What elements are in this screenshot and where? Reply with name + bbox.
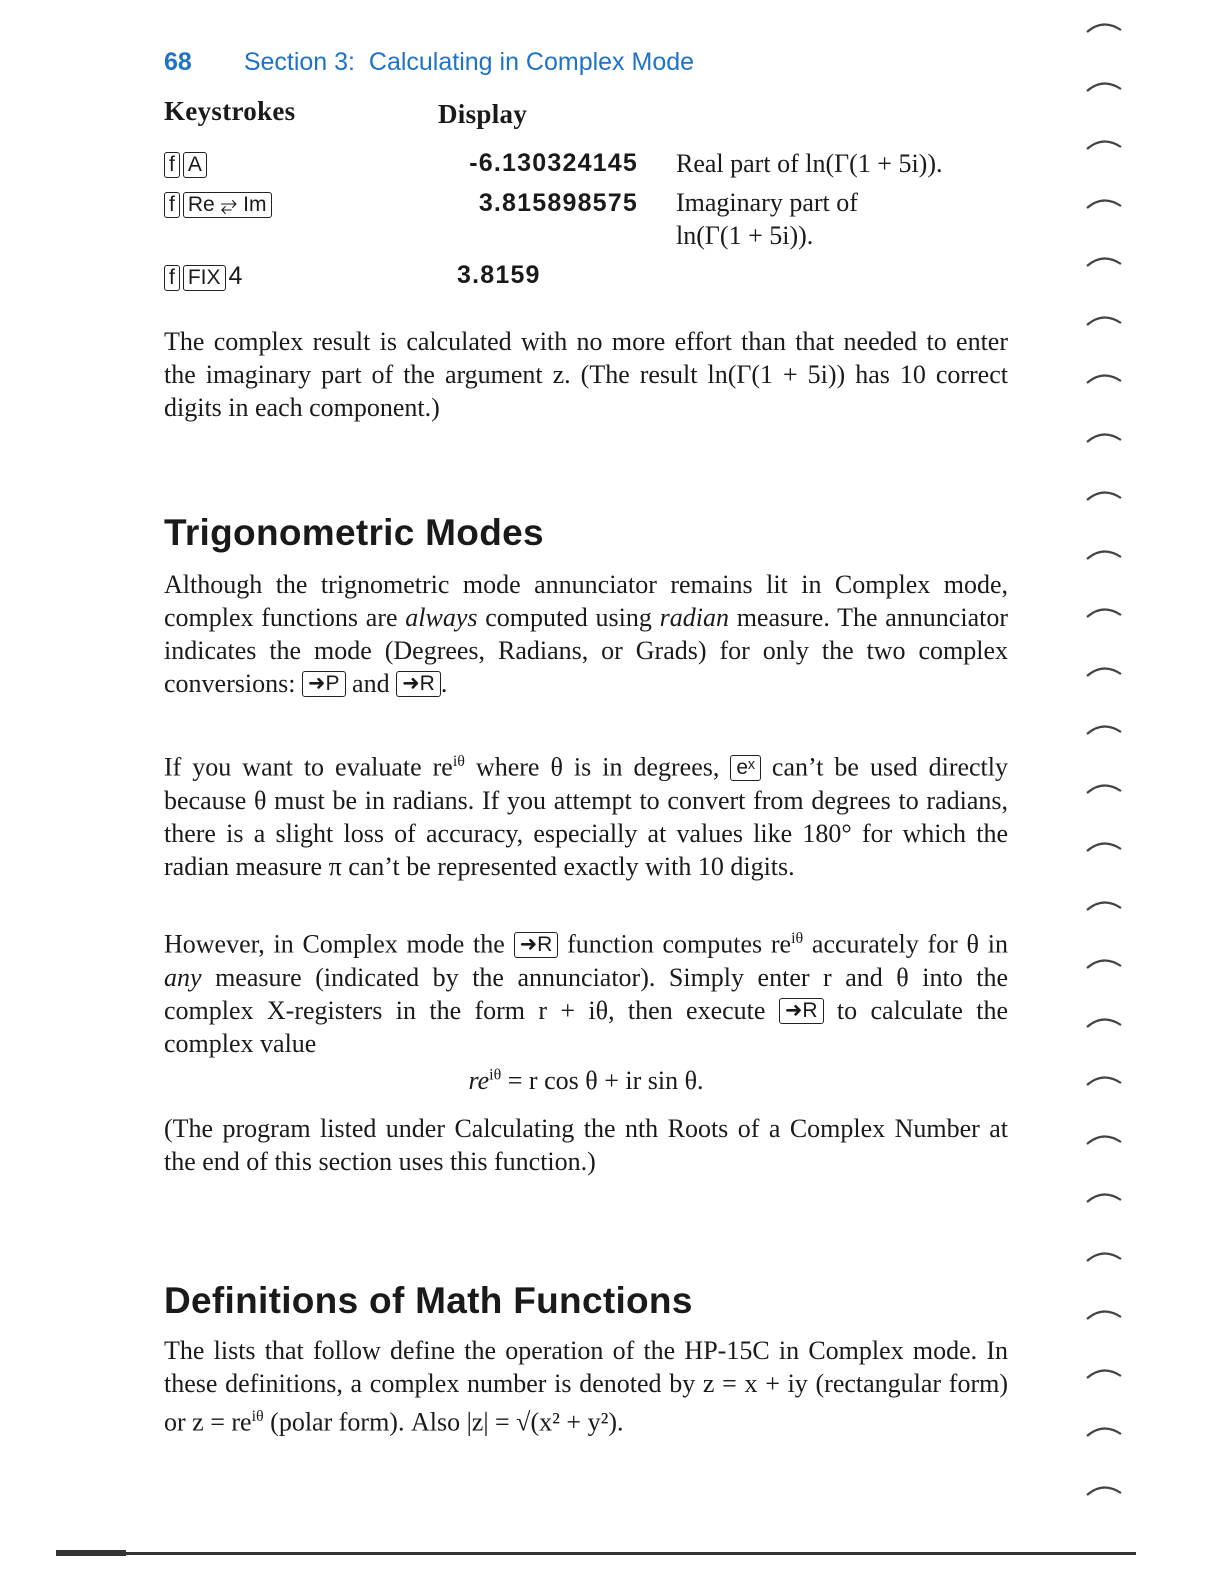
page-number: 68 [164,48,192,76]
display-value: 3.815898575 [478,189,638,217]
binding-mark [1085,543,1125,565]
table-row [164,150,210,178]
binding-mark [1085,835,1125,857]
binding-mark [1085,601,1125,623]
superscript: iθ [791,930,804,947]
to-rect-key: ➜R [396,671,441,697]
binding-mark [1085,309,1125,331]
binding-mark [1085,16,1125,38]
f-key: f [164,192,180,218]
keystrokes-heading: Keystrokes [164,96,296,126]
text-run: If you want to evaluate re [164,752,453,782]
f-key: f [164,265,180,291]
binding-mark [1085,1069,1125,1091]
binding-mark [1085,1186,1125,1208]
defs-paragraph [164,1334,1008,1439]
digit-entry: 4 [228,262,243,290]
re-im-key: Re ⥂ Im [183,192,272,218]
binding-mark [1085,1362,1125,1384]
binding-mark [1085,1245,1125,1267]
text-run: and [345,669,397,698]
binding-mark [1085,426,1125,448]
intro-paragraph [164,325,1008,424]
intro-text: The complex result is calculated with no more effort than that needed to enter the imaginary part of the argument z. (The result ln(Γ(1 + 5i)) has 10 correct digits in each component.) [164,327,1008,422]
text-run: radian [659,603,729,632]
text-run: always [405,603,478,632]
section-title: Section 3: Calculating in Complex Mode [243,48,695,76]
text-run: Although the trignometric mode annunciator remains lit in Complex mode, complex functions are [164,570,1008,632]
fix-key: FIX [183,265,226,291]
binding-mark [1085,75,1125,97]
trig-paragraph-2 [164,745,1008,883]
text-run: to calculate the complex value [164,995,1009,1058]
display-value: 3.8159 [457,261,541,289]
binding-mark [1085,1420,1125,1442]
text-run: can’t be used directly because θ must be in radians. If you attempt to convert from degrees to radians, there is a slight loss of accuracy, especially at values like 180° for which the radian measure π can’t be represented exactly with 10 digits. [164,752,1009,881]
bottom-rule-thick [56,1550,126,1556]
row-description: Real part of ln(Γ(1 + 5i)). [676,149,943,178]
row-description: Imaginary part of ln(Γ(1 + 5i)). [676,188,858,250]
euler-equation [164,1066,1008,1096]
page-header [164,48,694,77]
to-rect-key: ➜R [514,932,559,958]
exp-key: eˣ [730,755,761,781]
text-run: re [468,1066,490,1095]
binding-mark [1085,1303,1125,1325]
f-key: f [164,152,180,178]
text-run: (The program listed under Calculating the nth Roots of a Complex Number at the end of this section uses this function.) [164,1114,1008,1176]
trig-paragraph-4 [164,1112,1008,1178]
binding-mark [1085,777,1125,799]
text-run: The lists that follow define the operation of the HP-15C in Complex mode. In these definitions, a complex number is denoted by z = x + iy (rectangular form) or z = re [164,1336,1008,1437]
display-heading: Display [438,99,528,129]
binding-mark [1085,367,1125,389]
text-run: where θ is in degrees, [464,752,731,782]
binding-mark [1085,718,1125,740]
bottom-rule [56,1552,1136,1555]
binding-mark [1085,250,1125,272]
binding-mark [1085,1011,1125,1033]
display-value: -6.130324145 [469,149,638,177]
text-run: = r cos θ + ir sin θ. [501,1066,704,1095]
table-row [164,262,242,291]
text-run: (polar form). Also |z| = √(x² + y²). [263,1407,624,1437]
table-row [164,190,275,218]
trig-heading: Trigonometric Modes [164,512,544,553]
superscript: iθ [251,1408,264,1425]
text-run: accurately for θ in [803,929,1008,959]
text-run: function computes re [558,929,792,959]
to-rect-key: ➜R [779,998,824,1024]
binding-mark [1085,484,1125,506]
text-run: However, in Complex mode the [164,929,514,959]
defs-heading: Definitions of Math Functions [164,1280,693,1321]
text-run: measure (indicated by the annunciator). Simply enter r and θ into the complex X-registers in the form r + iθ, then execute [164,962,1008,1025]
binding-mark [1085,1128,1125,1150]
text-run: any [164,962,202,992]
binding-mark [1085,192,1125,214]
binding-mark [1085,660,1125,682]
superscript: iθ [489,1066,502,1084]
a-key: A [183,152,207,178]
binding-mark [1085,952,1125,974]
text-run: . [440,669,448,698]
superscript: iθ [452,753,465,770]
to-polar-key: ➜P [302,671,346,697]
text-run: computed using [477,603,660,632]
binding-mark [1085,894,1125,916]
binding-mark [1085,1479,1125,1501]
trig-paragraph-3 [164,922,1008,1060]
trig-paragraph-1 [164,568,1008,700]
text-run: measure. The annunciator indicates the mode (Degrees, Radians, or Grads) for only the two complex conversions: [164,603,1008,698]
binding-mark [1085,133,1125,155]
